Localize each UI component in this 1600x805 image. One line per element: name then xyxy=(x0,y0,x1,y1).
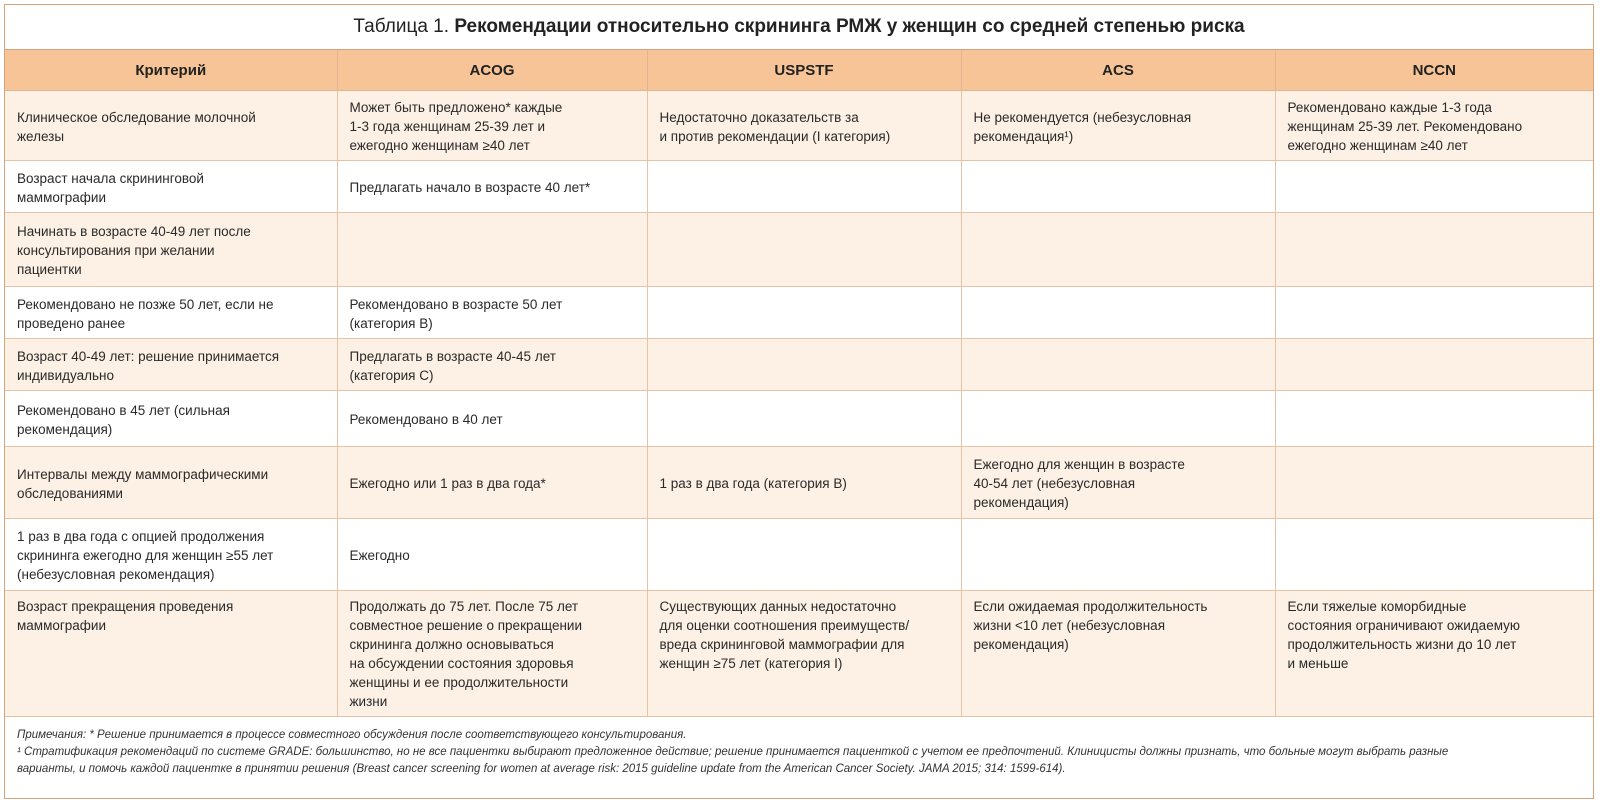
table-row xyxy=(5,339,1593,391)
table-frame xyxy=(4,4,1594,799)
cell-nccn xyxy=(1275,391,1593,447)
cell-criterion: Рекомендовано в 45 лет (сильная рекомендация) xyxy=(5,391,337,447)
cell-acs xyxy=(961,213,1275,287)
cell-uspstf xyxy=(647,519,961,591)
header-acog: ACOG xyxy=(337,50,647,91)
cell-acs xyxy=(961,161,1275,213)
table-row xyxy=(5,91,1593,161)
title-prefix: Таблица 1. xyxy=(353,16,455,37)
cell-acs xyxy=(961,287,1275,339)
cell-criterion: Интервалы между маммографическими обследованиями xyxy=(5,447,337,519)
cell-acog: Рекомендовано в возрасте 50 лет (категория В) xyxy=(337,287,647,339)
cell-uspstf xyxy=(647,213,961,287)
cell-nccn xyxy=(1275,519,1593,591)
cell-uspstf: 1 раз в два года (категория В) xyxy=(647,447,961,519)
header-nccn: NCCN xyxy=(1275,50,1593,91)
cell-criterion: 1 раз в два года с опцией продолжения скрининга ежегодно для женщин ≥55 лет (небезусловная рекомендация) xyxy=(5,519,337,591)
cell-nccn xyxy=(1275,339,1593,391)
note-line: Примечания: * Решение принимается в процессе совместного обсуждения после соответствующего консультирования. xyxy=(17,729,687,741)
cell-acog: Предлагать в возрасте 40-45 лет (категория С) xyxy=(337,339,647,391)
cell-nccn: Если тяжелые коморбидные состояния ограничивают ожидаемую продолжительность жизни до 10 лет и меньше xyxy=(1275,591,1593,717)
cell-criterion: Рекомендовано не позже 50 лет, если не проведено ранее xyxy=(5,287,337,339)
table-row xyxy=(5,447,1593,519)
cell-acs xyxy=(961,519,1275,591)
cell-acs: Не рекомендуется (небезусловная рекомендация¹) xyxy=(961,91,1275,161)
cell-acs xyxy=(961,339,1275,391)
cell-uspstf xyxy=(647,287,961,339)
note-line: ¹ Стратификация рекомендаций по системе GRADE: большинство, но не все пациентки выбирают предложенное действие; решение принимается пациенткой с учетом ее предпочтений. Клиницисты должны признать, что больные могут выбрать разные варианты, и помочь каждой пациентке в принятии решения (Breast cancer screening for women at average risk: 2015 guideline update from the American Cancer Society. JAMA 2015; 314: 1599-614). xyxy=(17,746,1449,775)
cell-criterion: Начинать в возрасте 40-49 лет после консультирования при желании пациентки xyxy=(5,213,337,287)
cell-criterion: Возраст 40-49 лет: решение принимается индивидуально xyxy=(5,339,337,391)
cell-acog xyxy=(337,213,647,287)
recommendations-table xyxy=(5,50,1593,717)
cell-uspstf: Существующих данных недостаточно для оценки соотношения преимуществ/ вреда скрининговой маммографии для женщин ≥75 лет (категория I) xyxy=(647,591,961,717)
table-row xyxy=(5,519,1593,591)
header-row xyxy=(5,50,1593,91)
cell-uspstf: Недостаточно доказательств за и против рекомендации (I категория) xyxy=(647,91,961,161)
cell-acog: Рекомендовано в 40 лет xyxy=(337,391,647,447)
cell-uspstf xyxy=(647,391,961,447)
title-text: Рекомендации относительно скрининга РМЖ у женщин со средней степенью риска xyxy=(454,16,1245,37)
cell-acog: Может быть предложено* каждые 1-3 года женщинам 25-39 лет и ежегодно женщинам ≥40 лет xyxy=(337,91,647,161)
table-row xyxy=(5,591,1593,717)
table-row xyxy=(5,161,1593,213)
header-criterion: Критерий xyxy=(5,50,337,91)
cell-nccn xyxy=(1275,161,1593,213)
cell-acog: Продолжать до 75 лет. После 75 лет совместное решение о прекращении скрининга должно основываться на обсуждении состояния здоровья женщины и ее продолжительности жизни xyxy=(337,591,647,717)
table-title xyxy=(5,5,1593,50)
table-notes xyxy=(5,717,1593,778)
cell-acog: Ежегодно или 1 раз в два года* xyxy=(337,447,647,519)
cell-acog: Предлагать начало в возрасте 40 лет* xyxy=(337,161,647,213)
cell-acs xyxy=(961,391,1275,447)
header-uspstf: USPSTF xyxy=(647,50,961,91)
cell-acs: Ежегодно для женщин в возрасте 40-54 лет (небезусловная рекомендация) xyxy=(961,447,1275,519)
table-row xyxy=(5,287,1593,339)
cell-uspstf xyxy=(647,161,961,213)
cell-acs: Если ожидаемая продолжительность жизни <10 лет (небезусловная рекомендация) xyxy=(961,591,1275,717)
cell-acog: Ежегодно xyxy=(337,519,647,591)
cell-nccn xyxy=(1275,447,1593,519)
cell-nccn xyxy=(1275,287,1593,339)
cell-criterion: Возраст начала скрининговой маммографии xyxy=(5,161,337,213)
cell-criterion: Клиническое обследование молочной железы xyxy=(5,91,337,161)
table-row xyxy=(5,213,1593,287)
header-acs: ACS xyxy=(961,50,1275,91)
cell-nccn: Рекомендовано каждые 1-3 года женщинам 25-39 лет. Рекомендовано ежегодно женщинам ≥40 лет xyxy=(1275,91,1593,161)
table-row xyxy=(5,391,1593,447)
cell-nccn xyxy=(1275,213,1593,287)
cell-uspstf xyxy=(647,339,961,391)
cell-criterion: Возраст прекращения проведения маммографии xyxy=(5,591,337,717)
